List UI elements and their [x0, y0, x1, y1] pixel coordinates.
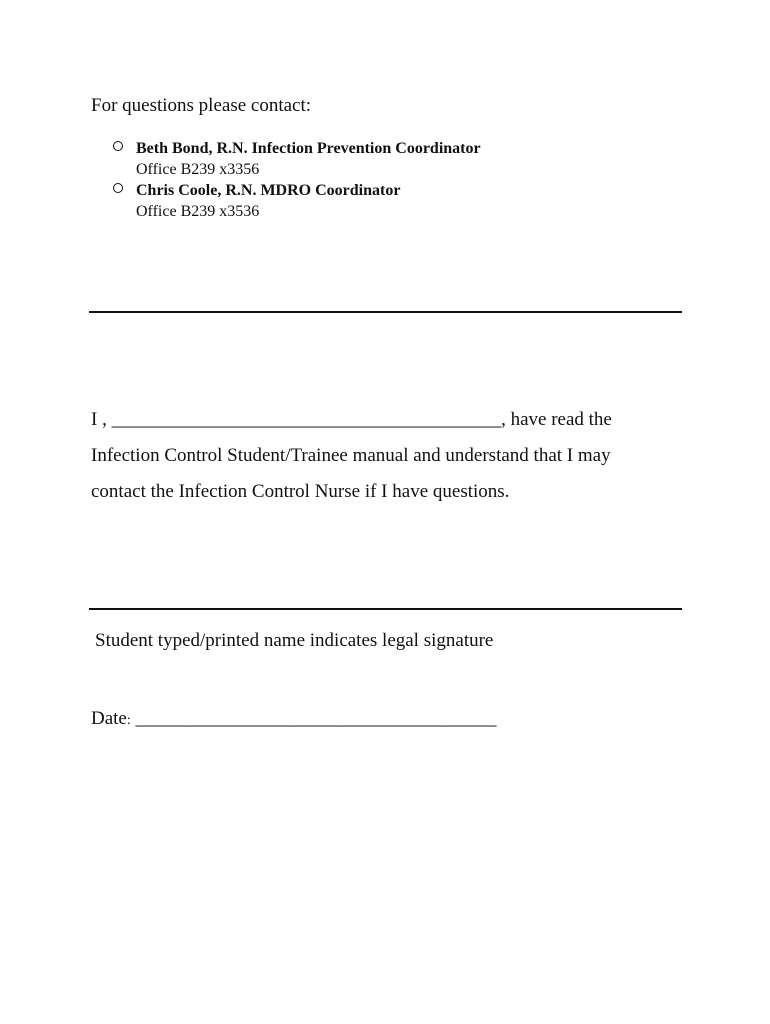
circle-bullet-icon	[113, 141, 123, 151]
list-item	[113, 138, 481, 180]
date-label: Date	[91, 708, 127, 729]
contact-name: Beth Bond, R.N. Infection Prevention Coordinator	[136, 140, 481, 157]
circle-bullet-icon	[113, 183, 123, 193]
date-colon: :	[126, 713, 131, 728]
statement-line: Infection Control Student/Trainee manual and understand that I may	[91, 445, 611, 466]
date-blank: ______________________________________	[135, 708, 497, 729]
date-field	[91, 707, 497, 733]
acknowledgement-statement	[91, 402, 691, 510]
contact-name: Chris Coole, R.N. MDRO Coordinator	[136, 182, 401, 199]
horizontal-divider	[89, 311, 682, 313]
contact-heading: For questions please contact:	[91, 95, 312, 116]
statement-line: I , _________________________________________, have read the	[91, 409, 612, 430]
contact-office: Office B239 x3536	[136, 203, 260, 220]
contact-office: Office B239 x3356	[136, 161, 260, 178]
list-item	[113, 180, 481, 222]
signature-line	[89, 608, 682, 610]
signature-note: Student typed/printed name indicates legal signature	[95, 630, 494, 651]
statement-line: contact the Infection Control Nurse if I have questions.	[91, 481, 510, 502]
contact-list	[113, 138, 481, 222]
